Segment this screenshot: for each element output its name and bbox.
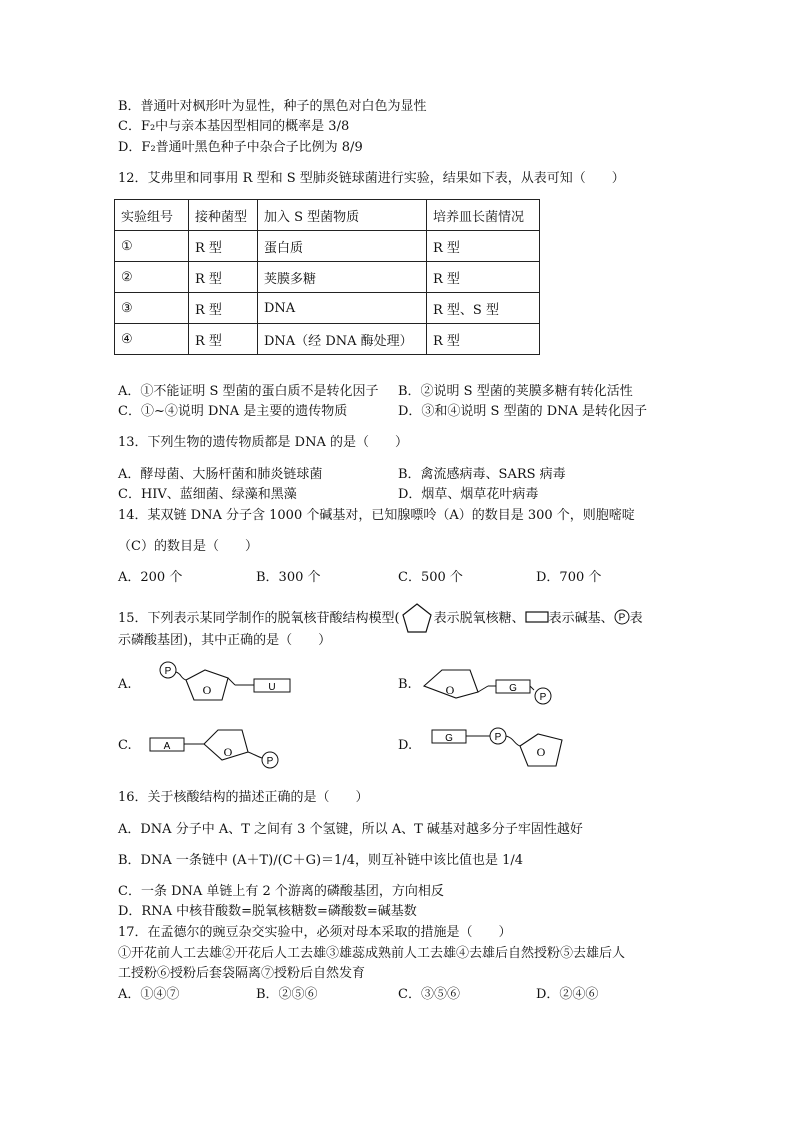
q13-option-d: D．烟草、烟草花叶病毒 — [398, 487, 539, 502]
table-cell: DNA（经 DNA 酶处理） — [258, 324, 427, 355]
svg-text:O: O — [445, 683, 455, 697]
q17-stem: 17．在孟德尔的豌豆杂交实验中，必须对母本采取的措施是（ ） — [118, 925, 512, 940]
q15-stem-part3: 表示碱基、 — [548, 611, 614, 626]
table-header-row — [115, 200, 540, 231]
table-cell: ② — [115, 262, 189, 293]
q16-option-c: C．一条 DNA 单链上有 2 个游离的磷酸基团，方向相反 — [118, 884, 444, 899]
table-cell: R 型 — [189, 324, 258, 355]
table-cell: 蛋白质 — [258, 231, 427, 262]
table-header-cell: 实验组号 — [115, 200, 189, 231]
phosphate-circle-icon — [614, 609, 630, 625]
q13-option-c: C．HIV、蓝细菌、绿藻和黑藻 — [118, 487, 297, 502]
svg-text:O: O — [536, 745, 546, 759]
phosphate-label: P — [164, 666, 172, 677]
table-cell: R 型、S 型 — [427, 293, 540, 324]
q15-option-c-label: C. — [118, 738, 132, 753]
table-cell: R 型 — [189, 293, 258, 324]
q11-option-d: D．F₂普通叶黑色种子中杂合子比例为 8/9 — [118, 140, 363, 155]
q13-stem: 13．下列生物的遗传物质都是 DNA 的是（ ） — [118, 435, 408, 450]
q16-stem: 16．关于核酸结构的描述正确的是（ ） — [118, 790, 369, 805]
base-label: U — [268, 682, 276, 693]
q15-stem-part1: 15．下列表示某同学制作的脱氧核苷酸结构模型( — [118, 611, 400, 626]
base-label: G — [445, 733, 453, 744]
q17-option-d: D．②④⑥ — [536, 987, 599, 1002]
table-cell: R 型 — [427, 262, 540, 293]
q16-option-a: A．DNA 分子中 A、T 之间有 3 个氢键，所以 A、T 碱基对越多分子牢固性越好 — [118, 822, 583, 837]
q15-stem-part4: 表 — [629, 611, 643, 626]
pentagon-sugar-icon — [400, 602, 434, 636]
q14-option-b: B．300 个 — [256, 570, 321, 585]
q15-stem-part2: 表示脱氧核糖、 — [433, 611, 525, 626]
q11-option-b: B．普通叶对枫形叶为显性，种子的黑色对白色为显性 — [118, 99, 427, 114]
table-row — [115, 231, 540, 262]
q15-stem-line1 — [118, 602, 643, 636]
q12-option-a: A．①不能证明 S 型菌的蛋白质不是转化因子 — [118, 384, 379, 399]
table-header-cell: 接种菌型 — [189, 200, 258, 231]
q13-option-a: A．酵母菌、大肠杆菌和肺炎链球菌 — [118, 467, 323, 482]
q14-option-a: A．200 个 — [118, 570, 183, 585]
table-row — [115, 262, 540, 293]
q12-stem: 12．艾弗里和同事用 R 型和 S 型肺炎链球菌进行实验，结果如下表，从表可知（ ） — [118, 171, 625, 186]
base-label: A — [163, 741, 171, 752]
q17-option-c: C．③⑤⑥ — [398, 987, 460, 1002]
q12-option-c: C．①~④说明 DNA 是主要的遗传物质 — [118, 404, 348, 419]
q17-measures-line2: 工授粉⑥授粉后套袋隔离⑦授粉后自然发育 — [118, 966, 366, 981]
q15-option-c-diagram — [148, 724, 298, 772]
table-cell: R 型 — [189, 262, 258, 293]
q15-option-b-label: B. — [398, 677, 412, 692]
q17-option-b: B．②⑤⑥ — [256, 987, 318, 1002]
q14-stem-line1: 14．某双链 DNA 分子含 1000 个碱基对，已知腺嘌呤（A）的数目是 300 个，则胞嘧啶 — [118, 508, 635, 523]
q15-option-a-label: A. — [118, 677, 132, 692]
q15-option-a-diagram — [150, 660, 300, 708]
table-cell: ③ — [115, 293, 189, 324]
q12-option-b: B．②说明 S 型菌的荚膜多糖有转化活性 — [398, 384, 633, 399]
q14-stem-line2: （C）的数目是（ ） — [118, 539, 258, 554]
q14-option-c: C．500 个 — [398, 570, 463, 585]
table-header-cell: 培养皿长菌情况 — [427, 200, 540, 231]
q16-option-d: D．RNA 中核苷酸数=脱氧核糖数=磷酸数=碱基数 — [118, 904, 417, 919]
q16-option-b: B．DNA 一条链中 (A＋T)/(C＋G)＝1/4，则互补链中该比值也是 1/4 — [118, 853, 524, 868]
table-cell: ① — [115, 231, 189, 262]
q13-option-b: B．禽流感病毒、SARS 病毒 — [398, 467, 566, 482]
base-label: G — [509, 683, 517, 694]
table-cell: 荚膜多糖 — [258, 262, 427, 293]
table-row — [115, 293, 540, 324]
q12-option-d: D．③和④说明 S 型菌的 DNA 是转化因子 — [398, 404, 648, 419]
table-cell: R 型 — [189, 231, 258, 262]
svg-text:P: P — [618, 612, 625, 624]
q17-option-a: A．①④⑦ — [118, 987, 180, 1002]
q14-option-d: D．700 个 — [536, 570, 602, 585]
rectangle-base-icon — [525, 611, 549, 623]
q15-stem-line2: 示磷酸基团)，其中正确的是（ ） — [118, 633, 332, 648]
experiment-table — [114, 199, 540, 355]
table-cell: ④ — [115, 324, 189, 355]
q11-option-c: C．F₂中与亲本基因型相同的概率是 3/8 — [118, 119, 350, 134]
table-cell: R 型 — [427, 324, 540, 355]
table-cell: R 型 — [427, 231, 540, 262]
table-cell: DNA — [258, 293, 427, 324]
q15-option-b-diagram — [420, 664, 580, 712]
svg-text:O: O — [223, 745, 233, 759]
phosphate-label: P — [539, 692, 547, 703]
svg-text:O: O — [202, 683, 212, 697]
q15-option-d-label: D. — [398, 738, 413, 753]
table-header-cell: 加入 S 型菌物质 — [258, 200, 427, 231]
table-row — [115, 324, 540, 355]
q15-option-d-diagram — [428, 722, 588, 776]
phosphate-label: P — [266, 756, 274, 767]
q17-measures-line1: ①开花前人工去雄②开花后人工去雄③雄蕊成熟前人工去雄④去雄后自然授粉⑤去雄后人 — [118, 946, 626, 961]
phosphate-label: P — [494, 732, 502, 743]
